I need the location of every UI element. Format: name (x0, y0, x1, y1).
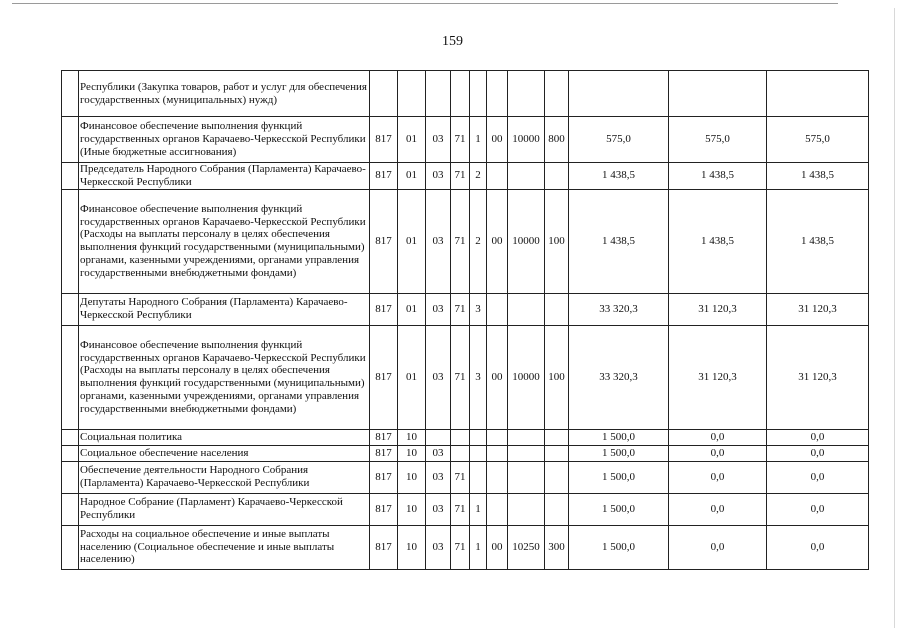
amount-year-2: 1 438,5 (669, 189, 767, 293)
expense-type-code (545, 429, 569, 445)
subprogram-code (470, 445, 487, 461)
subprogram-code: 1 (470, 117, 487, 163)
subprogram-code (470, 429, 487, 445)
table-row (62, 189, 869, 293)
ministry-code: 817 (370, 525, 398, 569)
subsection-code: 03 (426, 493, 451, 525)
amount-year-2: 31 120,3 (669, 325, 767, 429)
amount-year-1: 1 500,0 (569, 461, 669, 493)
section-code: 01 (398, 189, 426, 293)
subsection-code: 03 (426, 117, 451, 163)
event-code (487, 293, 508, 325)
event-code (487, 445, 508, 461)
ministry-code: 817 (370, 293, 398, 325)
row-number-cell (62, 117, 79, 163)
amount-year-1: 1 500,0 (569, 493, 669, 525)
amount-year-1: 575,0 (569, 117, 669, 163)
amount-year-3: 1 438,5 (767, 163, 869, 190)
item-name: Финансовое обеспечение выполнения функций государственных органов Карачаево-Черкесской Республики (Иные бюджетные ассигнования) (79, 117, 370, 163)
amount-year-3: 0,0 (767, 445, 869, 461)
item-name: Социальная политика (79, 429, 370, 445)
direction-code (508, 429, 545, 445)
ministry-code: 817 (370, 189, 398, 293)
program-code (451, 445, 470, 461)
item-name: Народное Собрание (Парламент) Карачаево-Черкесской Республики (79, 493, 370, 525)
subsection-code: 03 (426, 163, 451, 190)
program-code (451, 429, 470, 445)
amount-year-2: 0,0 (669, 493, 767, 525)
amount-year-2: 0,0 (669, 525, 767, 569)
expense-type-code: 800 (545, 117, 569, 163)
amount-year-3: 0,0 (767, 493, 869, 525)
section-code: 10 (398, 445, 426, 461)
row-number-cell (62, 445, 79, 461)
ministry-code: 817 (370, 325, 398, 429)
top-rule (12, 3, 838, 4)
item-name: Социальное обеспечение населения (79, 445, 370, 461)
event-code: 00 (487, 525, 508, 569)
ministry-code: 817 (370, 493, 398, 525)
subprogram-code (470, 461, 487, 493)
subsection-code: 03 (426, 293, 451, 325)
row-number-cell (62, 325, 79, 429)
amount-year-3: 575,0 (767, 117, 869, 163)
event-code: 00 (487, 117, 508, 163)
subsection-code: 03 (426, 325, 451, 429)
subsection-code: 03 (426, 525, 451, 569)
table-row (62, 293, 869, 325)
row-number-cell (62, 461, 79, 493)
table-row (62, 163, 869, 190)
item-name: Обеспечение деятельности Народного Собрания (Парламента) Карачаево-Черкесской Республики (79, 461, 370, 493)
amount-year-1: 33 320,3 (569, 325, 669, 429)
program-code: 71 (451, 525, 470, 569)
scan-edge-mark (894, 8, 895, 628)
table-row (62, 525, 869, 569)
expense-type-code (545, 461, 569, 493)
section-code (398, 71, 426, 117)
direction-code: 10000 (508, 117, 545, 163)
program-code: 71 (451, 493, 470, 525)
expense-type-code: 100 (545, 325, 569, 429)
program-code: 71 (451, 189, 470, 293)
event-code (487, 461, 508, 493)
subsection-code: 03 (426, 461, 451, 493)
row-number-cell (62, 525, 79, 569)
amount-year-1: 1 438,5 (569, 163, 669, 190)
row-number-cell (62, 429, 79, 445)
subprogram-code: 1 (470, 493, 487, 525)
amount-year-3: 31 120,3 (767, 325, 869, 429)
amount-year-2: 0,0 (669, 429, 767, 445)
event-code (487, 429, 508, 445)
section-code: 01 (398, 163, 426, 190)
expense-type-code: 100 (545, 189, 569, 293)
row-number-cell (62, 189, 79, 293)
program-code: 71 (451, 163, 470, 190)
subprogram-code: 3 (470, 293, 487, 325)
event-code: 00 (487, 189, 508, 293)
table-row (62, 325, 869, 429)
row-number-cell (62, 163, 79, 190)
item-name: Депутаты Народного Собрания (Парламента) Карачаево-Черкесской Республики (79, 293, 370, 325)
program-code: 71 (451, 293, 470, 325)
section-code: 01 (398, 117, 426, 163)
amount-year-1: 33 320,3 (569, 293, 669, 325)
subsection-code: 03 (426, 445, 451, 461)
subsection-code: 03 (426, 189, 451, 293)
program-code: 71 (451, 461, 470, 493)
item-name: Финансовое обеспечение выполнения функций государственных органов Карачаево-Черкесской Республики (Расходы на выплаты персоналу в целях обеспечения выполнения функций государственными (муниципальными) органами, казенными учреждениями, органами управления государственными внебюджетными фондами) (79, 189, 370, 293)
page-number: 159 (442, 34, 463, 49)
direction-code: 10250 (508, 525, 545, 569)
table-row (62, 445, 869, 461)
expense-type-code (545, 445, 569, 461)
table-row (62, 117, 869, 163)
direction-code (508, 461, 545, 493)
amount-year-1: 1 500,0 (569, 525, 669, 569)
ministry-code: 817 (370, 445, 398, 461)
program-code: 71 (451, 117, 470, 163)
amount-year-1: 1 500,0 (569, 429, 669, 445)
item-name: Председатель Народного Собрания (Парламента) Карачаево-Черкесской Республики (79, 163, 370, 190)
table-row (62, 71, 869, 117)
amount-year-3: 0,0 (767, 461, 869, 493)
item-name: Республики (Закупка товаров, работ и услуг для обеспечения государственных (муниципальных) нужд) (79, 71, 370, 117)
item-name: Расходы на социальное обеспечение и иные выплаты населению (Социальное обеспечение и иные выплаты населению) (79, 525, 370, 569)
direction-code (508, 163, 545, 190)
row-number-cell (62, 493, 79, 525)
amount-year-3: 1 438,5 (767, 189, 869, 293)
ministry-code: 817 (370, 461, 398, 493)
amount-year-1: 1 500,0 (569, 445, 669, 461)
expense-type-code (545, 71, 569, 117)
item-name: Финансовое обеспечение выполнения функций государственных органов Карачаево-Черкесской Республики (Расходы на выплаты персоналу в целях обеспечения выполнения функций государственными (муниципальными) органами, казенными учреждениями, органами управления государственными внебюджетными фондами) (79, 325, 370, 429)
direction-code: 10000 (508, 189, 545, 293)
row-number-cell (62, 293, 79, 325)
expense-type-code (545, 493, 569, 525)
direction-code (508, 293, 545, 325)
program-code: 71 (451, 325, 470, 429)
table-body (62, 71, 869, 570)
table-row (62, 493, 869, 525)
amount-year-2: 0,0 (669, 461, 767, 493)
event-code (487, 493, 508, 525)
event-code: 00 (487, 325, 508, 429)
table-row (62, 429, 869, 445)
section-code: 01 (398, 325, 426, 429)
amount-year-3 (767, 71, 869, 117)
expense-type-code (545, 293, 569, 325)
section-code: 10 (398, 525, 426, 569)
subsection-code (426, 71, 451, 117)
ministry-code: 817 (370, 117, 398, 163)
section-code: 10 (398, 461, 426, 493)
direction-code: 10000 (508, 325, 545, 429)
amount-year-3: 0,0 (767, 429, 869, 445)
amount-year-2: 31 120,3 (669, 293, 767, 325)
amount-year-3: 0,0 (767, 525, 869, 569)
subprogram-code (470, 71, 487, 117)
amount-year-2: 0,0 (669, 445, 767, 461)
direction-code (508, 493, 545, 525)
program-code (451, 71, 470, 117)
subprogram-code: 2 (470, 163, 487, 190)
ministry-code (370, 71, 398, 117)
event-code (487, 163, 508, 190)
amount-year-3: 31 120,3 (767, 293, 869, 325)
event-code (487, 71, 508, 117)
amount-year-1 (569, 71, 669, 117)
budget-table (61, 70, 869, 570)
table-row (62, 461, 869, 493)
subsection-code (426, 429, 451, 445)
subprogram-code: 1 (470, 525, 487, 569)
direction-code (508, 71, 545, 117)
ministry-code: 817 (370, 163, 398, 190)
amount-year-1: 1 438,5 (569, 189, 669, 293)
expense-type-code: 300 (545, 525, 569, 569)
direction-code (508, 445, 545, 461)
subprogram-code: 2 (470, 189, 487, 293)
section-code: 10 (398, 429, 426, 445)
amount-year-2: 1 438,5 (669, 163, 767, 190)
row-number-cell (62, 71, 79, 117)
ministry-code: 817 (370, 429, 398, 445)
amount-year-2: 575,0 (669, 117, 767, 163)
subprogram-code: 3 (470, 325, 487, 429)
amount-year-2 (669, 71, 767, 117)
expense-type-code (545, 163, 569, 190)
section-code: 01 (398, 293, 426, 325)
section-code: 10 (398, 493, 426, 525)
